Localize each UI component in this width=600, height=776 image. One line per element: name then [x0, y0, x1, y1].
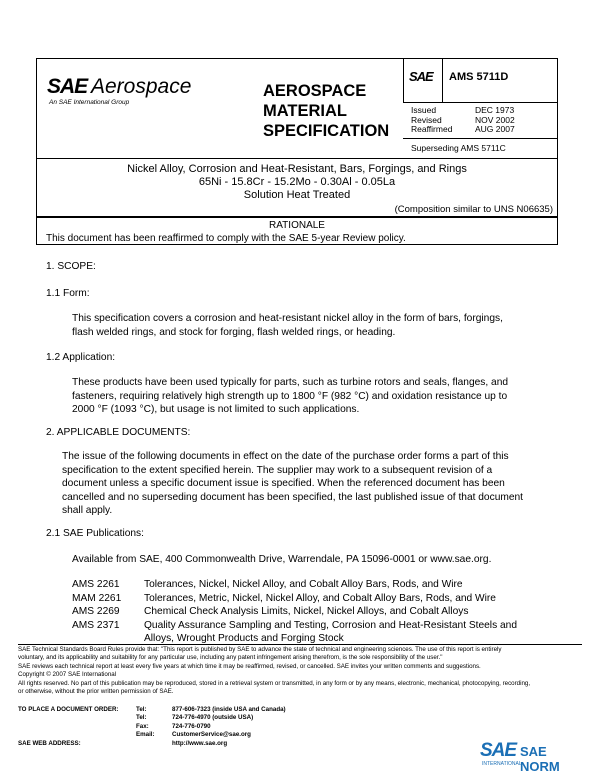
reference-list [72, 578, 552, 646]
paragraph-line: cancelled and no superseding document has been specified, the last published issue of that document [62, 491, 524, 503]
email-label: Email: [136, 731, 155, 739]
paragraph-line: These products have been used typically for parts, such as turbine rotors and seals, flanges, and [72, 377, 509, 388]
footer-copyright: Copyright © 2007 SAE International [18, 671, 117, 679]
composition-note: (Composition similar to UNS N06635) [394, 204, 553, 215]
paragraph-line: fasteners, requiring relatively high strength up to 1800 °F (982 °C) and oxidation resistance up to [72, 390, 508, 402]
title-line3: Solution Heat Treated [243, 189, 351, 201]
fax-value: 724-776-0790 [172, 722, 211, 730]
logo-subtitle: An SAE International Group [49, 99, 130, 106]
tel-value: 877-606-7323 (inside USA and Canada) [172, 706, 286, 713]
footer [18, 646, 584, 696]
title-line-1: AEROSPACE [263, 82, 367, 100]
reference-code: MAM 2261 [72, 592, 122, 604]
sae-aerospace-logo [47, 75, 237, 115]
rationale-text: This document has been reaffirmed to comply with the SAE 5-year Review policy. [46, 233, 406, 244]
title-line-3: SPECIFICATION [263, 122, 390, 140]
title-text [37, 163, 557, 202]
paragraph-line: flash welded rings, and stock for forging, flash welded rings, or heading. [72, 326, 396, 338]
header-block [36, 58, 558, 159]
section-1-1-text [72, 312, 503, 339]
reference-desc: Tolerances, Nickel, Nickel Alloy, and Cobalt Alloy Bars, Rods, and Wire [144, 579, 463, 590]
rationale-box [36, 217, 558, 245]
tel2-value: 724-776-4970 (outside USA) [172, 714, 254, 722]
footer-rule [18, 644, 582, 645]
web-label: SAE WEB ADDRESS: [18, 739, 81, 747]
revised-value: NOV 2002 [475, 114, 515, 125]
small-sae-logo: SAE [409, 69, 433, 84]
title-block [36, 159, 558, 217]
section-1-heading: 1. SCOPE: [46, 261, 96, 272]
reference-desc: Quality Assurance Sampling and Testing, Corrosion and Heat-Resistant Steels and [144, 619, 517, 631]
section-1-2-text [72, 376, 508, 417]
revised-label: Revised [411, 114, 442, 125]
tel2-label: Tel: [136, 714, 147, 722]
reference-code: AMS 2371 [72, 619, 120, 631]
title-line2: 65Ni - 15.8Cr - 15.2Mo - 0.30Al - 0.05La [198, 176, 396, 188]
footer-rules-1: SAE Technical Standards Board Rules provide that: "This report is published by SAE to advance the state of technical and engineering sciences. The use of this report is entirely [18, 646, 502, 653]
paragraph-line: shall apply. [62, 505, 113, 516]
paragraph-line: specification to the extent specified herein. The supplier may work to a subsequent revision of a [62, 464, 493, 476]
issued-value: DEC 1973 [475, 105, 515, 115]
email-value[interactable]: CustomerService@sae.org [172, 731, 251, 739]
reference-desc: Chemical Check Analysis Limits, Nickel, Nickel Alloys, and Cobalt Alloys [144, 606, 469, 617]
order-label: TO PLACE A DOCUMENT ORDER: [18, 706, 119, 713]
title-line1: Nickel Alloy, Corrosion and Heat-Resistant, Bars, Forgings, and Rings [127, 163, 467, 175]
tel-label: Tel: [136, 706, 147, 713]
paragraph-line: 2000 °F (1093 °C), but usage is not limited to such applications. [72, 404, 360, 415]
superseding: Superseding AMS 5711C [411, 143, 506, 153]
paragraph-line: The issue of the following documents in effect on the date of the purchase order forms a part of this [62, 451, 509, 462]
doc-type-title [263, 81, 389, 141]
reference-row [72, 578, 552, 592]
footer-rules-2: voluntary, and its applicability and suitability for any particular use, including any patent infringement arising therefrom, is the sole responsibility of the user." [18, 654, 443, 662]
section-2-heading: 2. APPLICABLE DOCUMENTS: [46, 427, 191, 438]
doc-number: AMS 5711D [449, 71, 509, 83]
issued-label: Issued [411, 105, 437, 115]
section-2-1-heading: 2.1 SAE Publications: [46, 528, 144, 539]
section-1-1-heading: 1.1 Form: [46, 288, 90, 299]
reference-desc: Tolerances, Metric, Nickel, Nickel Alloy, and Cobalt Alloy Bars, Rods, and Wire [144, 592, 496, 604]
small-logo-box [403, 58, 443, 103]
reference-row [72, 592, 552, 606]
order-block [18, 706, 378, 748]
sae-norm-sub: INTERNATIONAL [482, 761, 522, 767]
reaffirmed-label: Reaffirmed [411, 124, 453, 135]
logo-aerospace: Aerospace [91, 75, 192, 98]
logo-sae: SAE [47, 75, 88, 98]
footer-review: SAE reviews each technical report at least every five years at which time it may be reaffirmed, revised, or cancelled. SAE invites your written comments and suggestions. [18, 662, 481, 670]
divider-line-2 [403, 138, 558, 139]
sae-norm-mark: SAE [480, 740, 517, 761]
reaffirmed-value: AUG 2007 [475, 124, 515, 135]
vertical-divider [441, 102, 442, 159]
section-1-2-heading: 1.2 Application: [46, 352, 116, 363]
date-table [411, 106, 556, 135]
reference-row [72, 605, 552, 619]
reference-row [72, 619, 552, 633]
rationale-heading: RATIONALE [269, 220, 325, 231]
section-2-1-text: Available from SAE, 400 Commonwealth Drive, Warrendale, PA 15096-0001 or www.sae.org. [72, 554, 492, 565]
sae-norm-logo [480, 740, 590, 774]
footer-rights-2: or otherwise, without the prior written permission of SAE. [18, 688, 174, 696]
paragraph-line: This specification covers a corrosion and heat-resistant nickel alloy in the form of bars, forgings, [72, 313, 503, 324]
divider-line [403, 102, 558, 103]
title-line-2: MATERIAL [263, 102, 348, 120]
footer-rights-1: All rights reserved. No part of this publication may be reproduced, stored in a retrieval system or transmitted, in any form or by any means, electronic, mechanical, photocopying, recording, [18, 679, 531, 687]
reference-code: AMS 2261 [72, 579, 120, 590]
paragraph-line: document unless a specific document issue is specified. When the referenced document has been [62, 478, 505, 489]
web-link[interactable]: http://www.sae.org [172, 739, 228, 747]
sae-norm-text: SAE NORM [520, 744, 560, 774]
reference-code: AMS 2269 [72, 606, 120, 617]
reference-desc: Alloys, Wrought Products and Forging Stock [144, 633, 344, 644]
fax-label: Fax: [136, 722, 149, 730]
section-2-text [62, 450, 523, 518]
